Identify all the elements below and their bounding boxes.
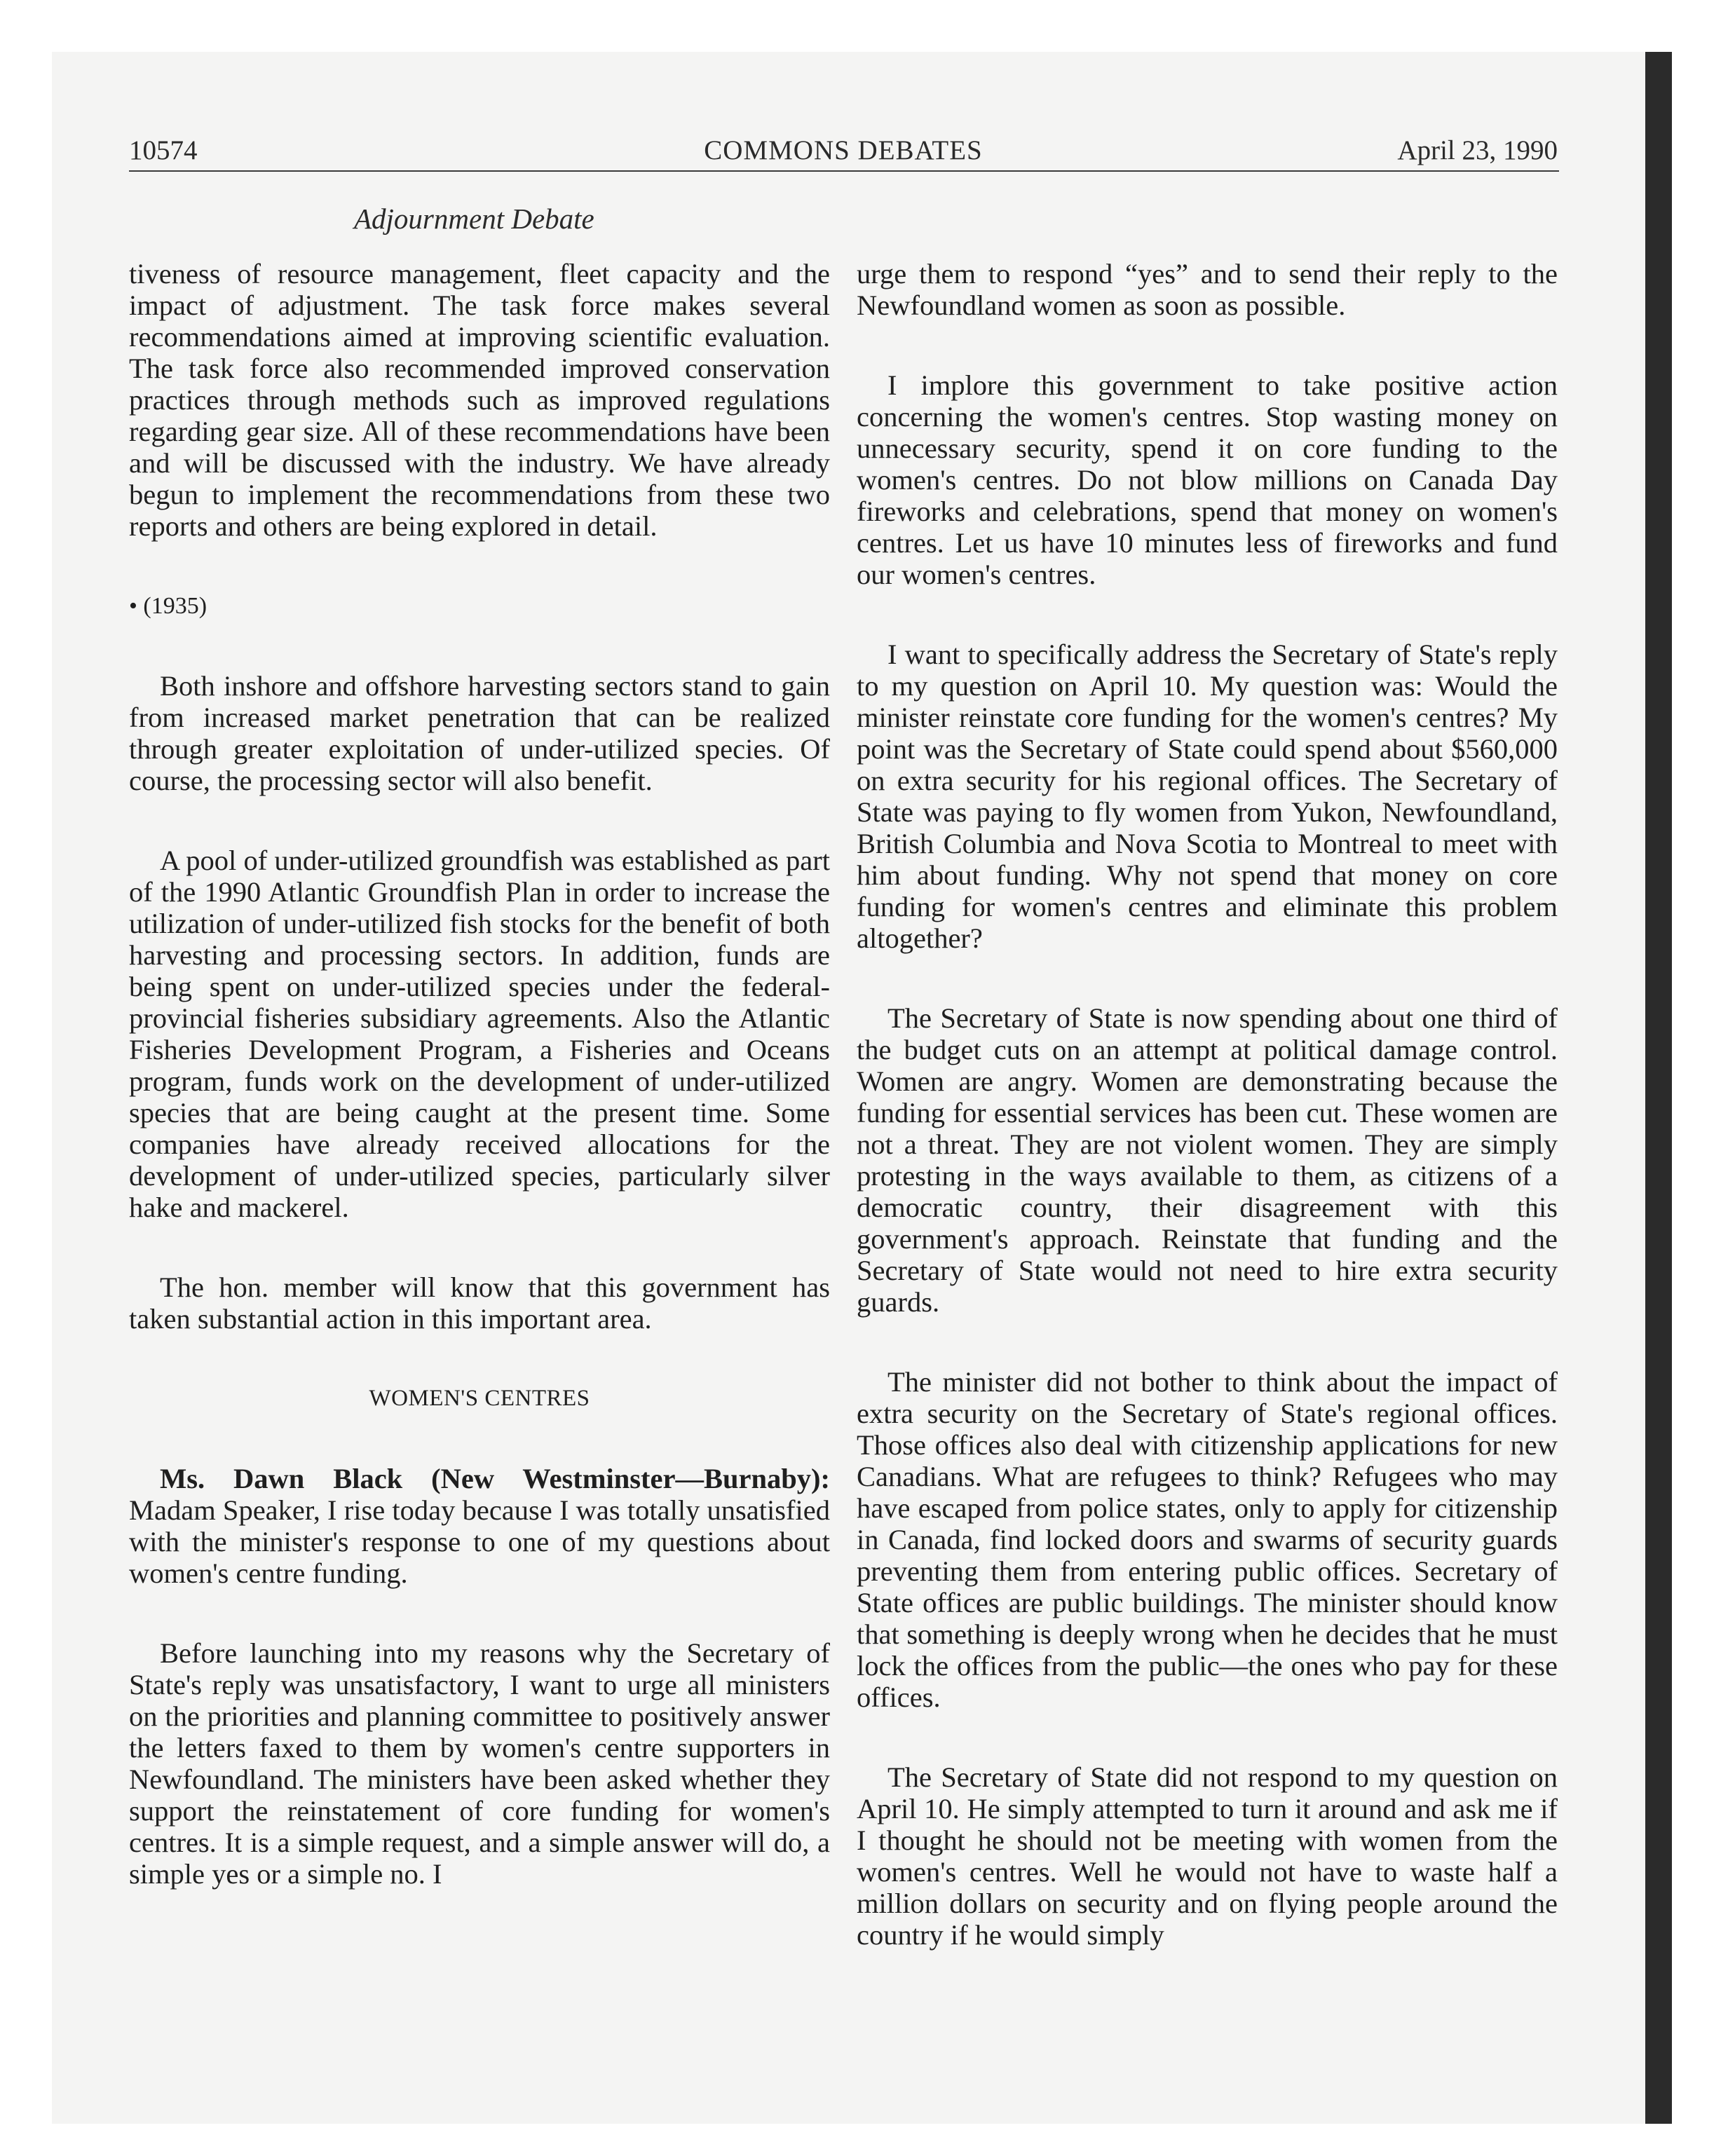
paragraph: tiveness of resource management, fleet capacity and the impact of adjustment. The task force makes several recommendations aimed at improving scientific evaluation. The task force also recommended improved conservation practices through methods such as improved regulations regarding gear size. All of these recommendations have been and will be discussed with the industry. We have already begun to implement the recommendations from these two reports and others are being explored in detail. [129, 258, 830, 542]
issue-date: April 23, 1990 [1397, 135, 1558, 165]
right-column [857, 258, 1558, 1999]
section-subheading: WOMEN'S CENTRES [369, 1386, 590, 1411]
speech-text: Madam Speaker, I rise today because I was totally unsatisfied with the minister's response to one of my questions about women's centre funding. [129, 1494, 830, 1589]
speaker-name: Ms. Dawn Black (New Westminster—Burnaby): [160, 1463, 830, 1494]
paragraph: Both inshore and offshore harvesting sectors stand to gain from increased market penetration that can be realized through greater exploitation of under-utilized species. Of course, the processing sector will also benefit. [129, 670, 830, 796]
page-number: 10574 [129, 135, 198, 165]
paragraph: A pool of under-utilized groundfish was established as part of the 1990 Atlantic Groundfish Plan in order to increase the utilization of under-utilized fish stocks for the benefit of both harvesting and processing sectors. In addition, funds are being spent on under-utilized species under the federal-provincial fisheries subsidiary agreements. Also the Atlantic Fisheries Development Program, a Fisheries and Oceans program, funds work on the development of under-utilized species that are being caught at the present time. Some companies have already received allocations for the development of under-utilized species, particularly silver hake and mackerel. [129, 845, 830, 1223]
paragraph: The minister did not bother to think about the impact of extra security on the Secretary of State's regional offices. Those offices also deal with citizenship applications for new Canadians. What are refugees to think? Refugees who may have escaped from police states, only to apply for citizenship in Canada, find locked doors and swarms of security guards preventing them from entering public offices. Secretary of State offices are public buildings. The minister should know that something is deeply wrong when he decides that he must lock the offices from the public—the ones who pay for these offices. [857, 1366, 1558, 1713]
speech-paragraph [129, 1463, 830, 1589]
section-label: Adjournment Debate [354, 203, 594, 235]
paragraph: The Secretary of State did not respond to my question on April 10. He simply attempted to turn it around and ask me if I thought he should not be meeting with women from the women's centres. Well he would not have to waste half a million dollars on security and on flying people around the country if he would simply [857, 1761, 1558, 1951]
paragraph: The hon. member will know that this government has taken substantial action in this important area. [129, 1271, 830, 1335]
paragraph: I implore this government to take positive action concerning the women's centres. Stop wasting money on unnecessary security, spend it on core funding to the women's centres. Do not blow millions on Canada Day fireworks and celebrations, spend that money on women's centres. Let us have 10 minutes less of fireworks and fund our women's centres. [857, 369, 1558, 590]
publication-title: COMMONS DEBATES [704, 135, 983, 165]
timestamp: • (1935) [129, 593, 207, 619]
header-rule [129, 170, 1559, 172]
scan-border [1645, 52, 1672, 2124]
paragraph: urge them to respond “yes” and to send their reply to the Newfoundland women as soon as possible. [857, 258, 1558, 321]
paragraph: I want to specifically address the Secretary of State's reply to my question on April 10. My question was: Would the minister reinstate core funding for the women's centres? My point was the Secretary of State could spend about $560,000 on extra security for his regional offices. The Secretary of State was paying to fly women from Yukon, Newfoundland, British Columbia and Nova Scotia to Montreal to meet with him about funding. Why not spend that money on core funding for women's centres and eliminate this problem altogether? [857, 639, 1558, 954]
paragraph: Before launching into my reasons why the Secretary of State's reply was unsatisfactory, I want to urge all ministers on the priorities and planning committee to positively answer the letters faxed to them by women's centre supporters in Newfoundland. The ministers have been asked whether they support the reinstatement of core funding for women's centres. It is a simple request, and a simple answer will do, a simple yes or a simple no. I [129, 1637, 830, 1890]
left-column [129, 258, 830, 1938]
page-header [129, 129, 1558, 171]
paragraph: The Secretary of State is now spending about one third of the budget cuts on an attempt at political damage control. Women are angry. Women are demonstrating because the funding for essential services has been cut. These women are not a threat. They are not violent women. They are simply protesting in the ways available to them, as citizens of a democratic country, their disagreement with this government's approach. Reinstate that funding and the Secretary of State would not need to hire extra security guards. [857, 1002, 1558, 1318]
